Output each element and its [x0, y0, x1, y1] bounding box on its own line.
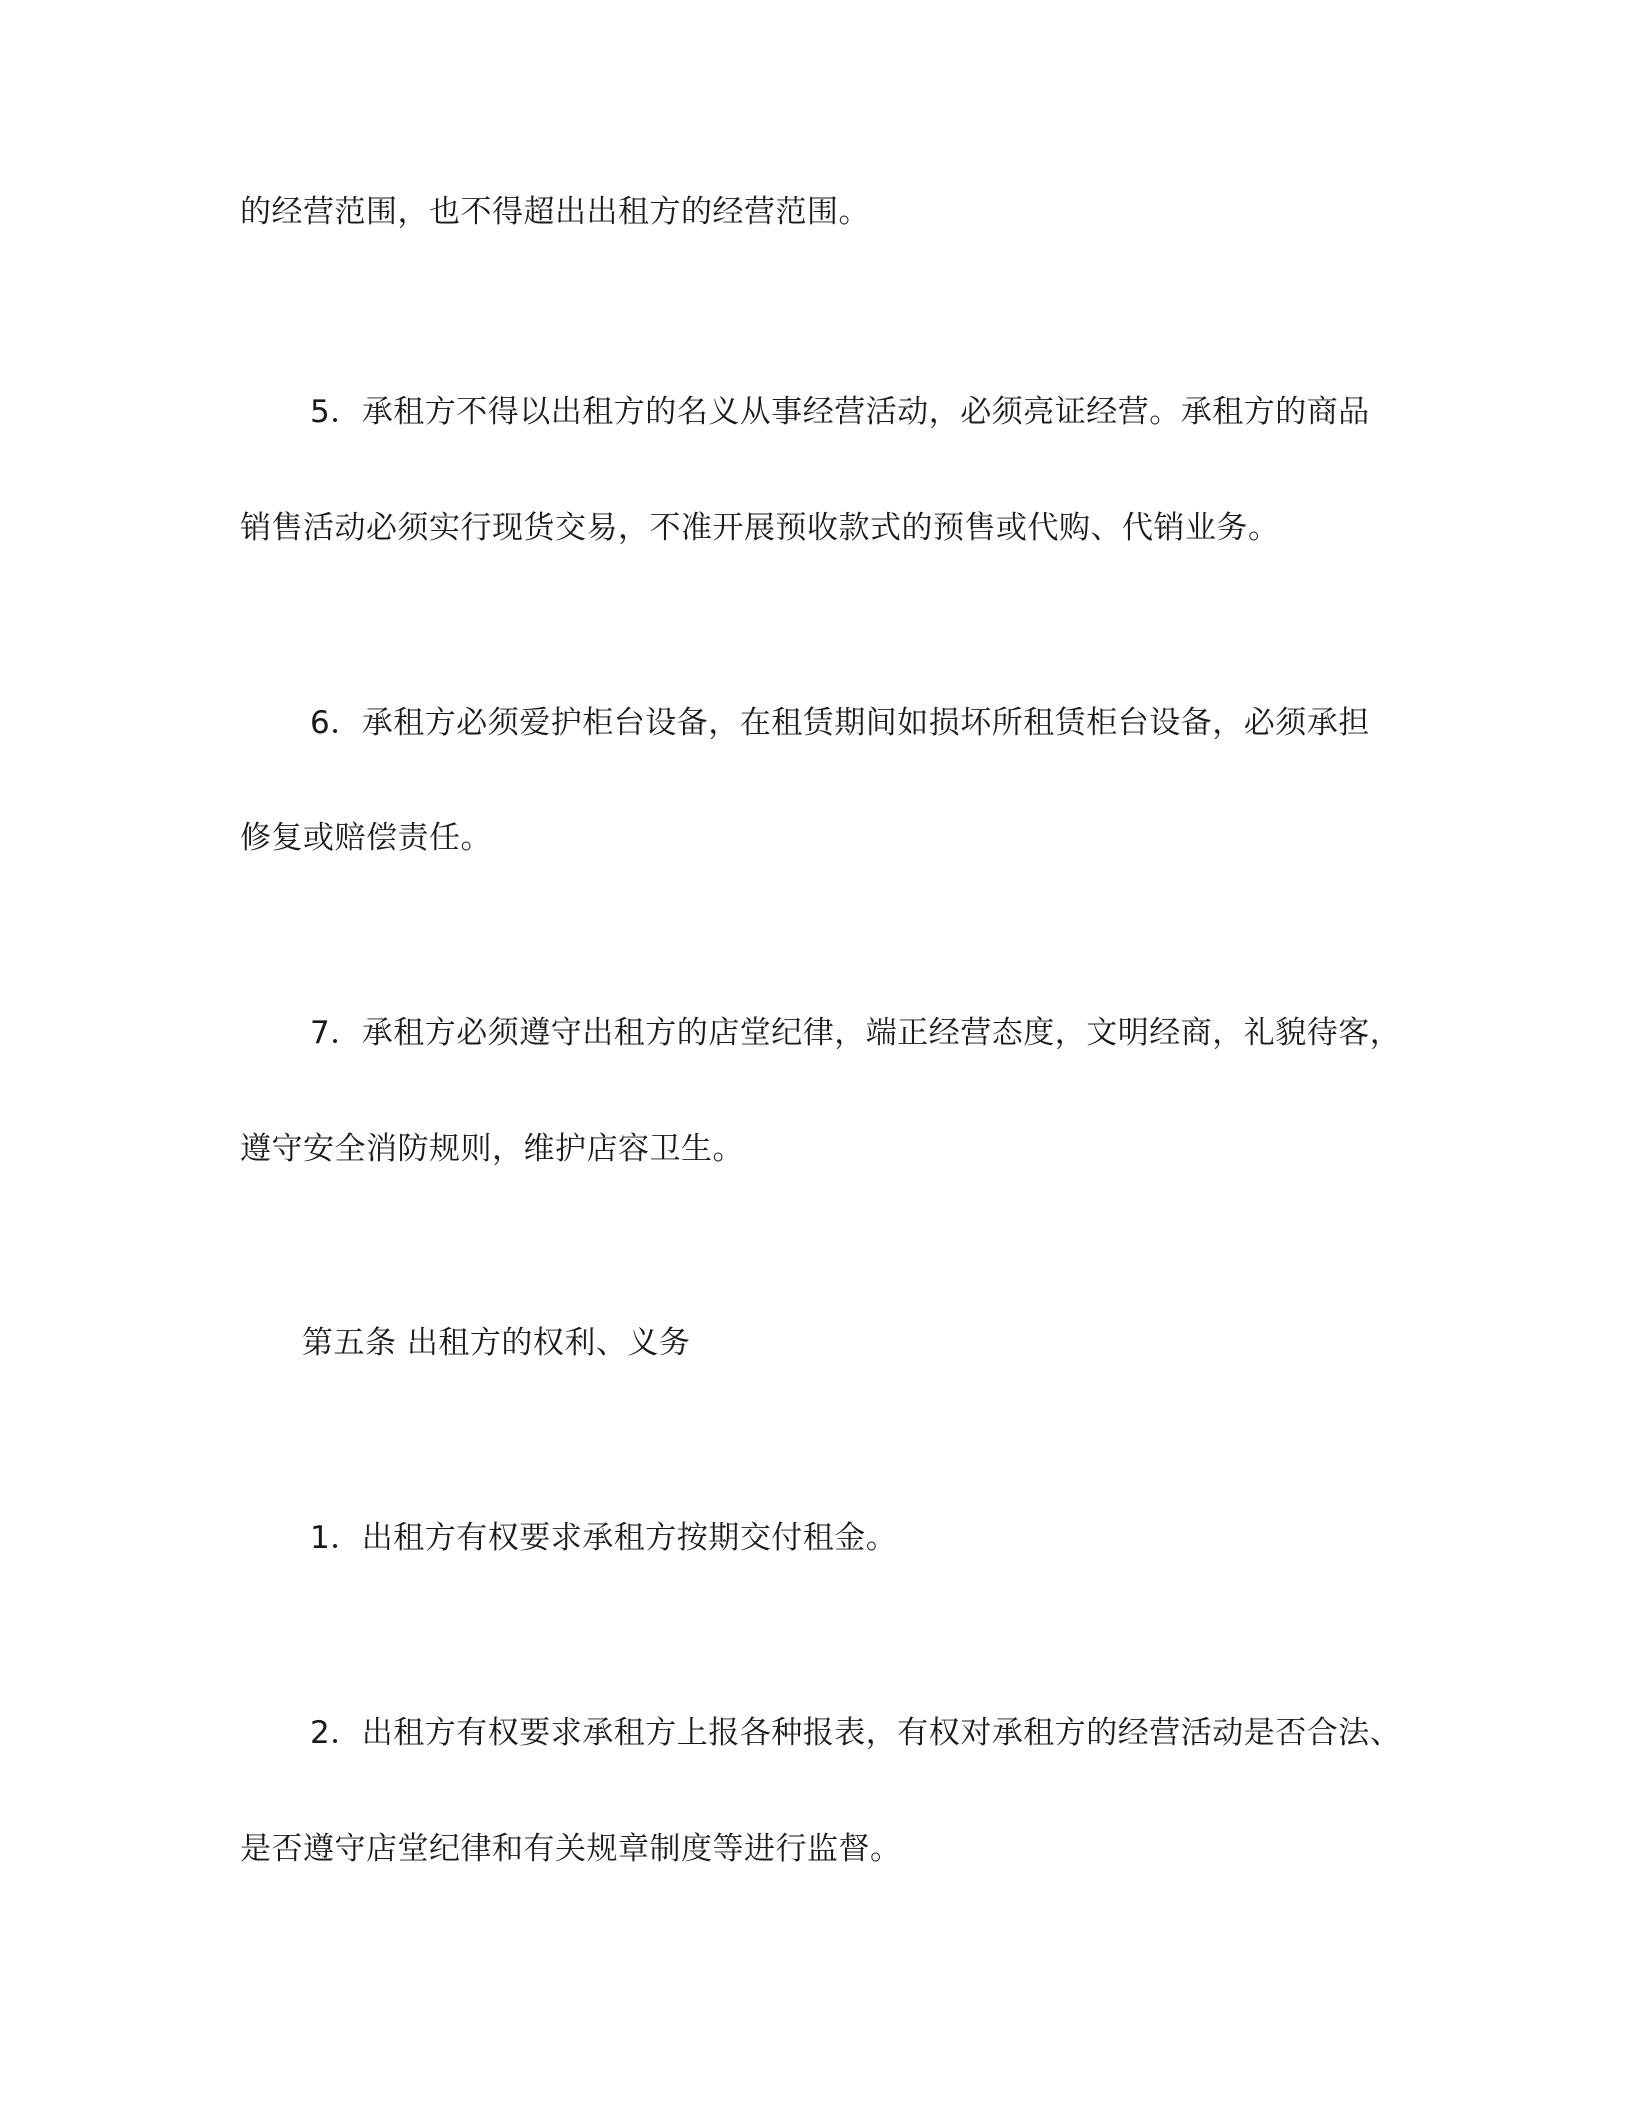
item-5-line-1: 5．承租方不得以出租方的名义从事经营活动，必须亮证经营。承租方的商品 — [310, 394, 1370, 430]
item-7-line-2: 遵守安全消防规则，维护店容卫生。 — [240, 1131, 744, 1167]
lessor-item-2-line-2: 是否遵守店堂纪律和有关规章制度等进行监督。 — [240, 1831, 902, 1867]
section-heading-article-5: 第五条 出租方的权利、义务 — [302, 1325, 691, 1361]
item-7-line-1: 7．承租方必须遵守出租方的店堂纪律，端正经营态度，文明经商，礼貌待客， — [310, 1015, 1402, 1051]
item-5-line-2: 销售活动必须实行现货交易，不准开展预收款式的预售或代购、代销业务。 — [240, 510, 1280, 546]
lessor-item-1: 1．出租方有权要求承租方按期交付租金。 — [310, 1520, 898, 1556]
item-6-line-2: 修复或赔偿责任。 — [240, 820, 492, 856]
paragraph-4-continuation: 的经营范围，也不得超出出租方的经营范围。 — [240, 194, 870, 230]
item-6-line-1: 6．承租方必须爱护柜台设备，在租赁期间如损坏所租赁柜台设备，必须承担 — [310, 705, 1370, 741]
lessor-item-2-line-1: 2．出租方有权要求承租方上报各种报表，有权对承租方的经营活动是否合法、 — [310, 1715, 1402, 1751]
